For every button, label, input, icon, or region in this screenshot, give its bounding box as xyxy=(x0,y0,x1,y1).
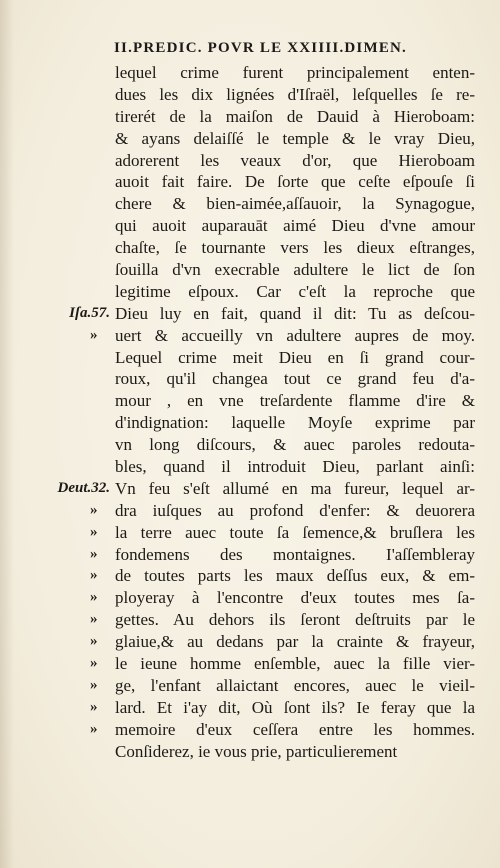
quotation-mark: » xyxy=(90,523,98,540)
text-line xyxy=(90,697,475,719)
line-text: dra iuſques au profond d'enfer: & deuorera xyxy=(115,500,475,520)
line-text: & ayans delaiſſé le temple & le vray Dieu, xyxy=(115,128,475,148)
line-text: chere & bien-aimée,aſſauoir, la Synagogue, xyxy=(115,194,475,214)
line-text: fondemens des montaignes. I'aſſembleray xyxy=(115,544,475,564)
text-line xyxy=(115,412,475,434)
text-line xyxy=(115,215,475,237)
quotation-mark: » xyxy=(90,720,98,737)
line-text: lard. Et i'ay dit, Où ſont ils? Ie feray que la xyxy=(115,697,475,717)
quotation-mark: » xyxy=(90,567,98,584)
text-line xyxy=(90,500,475,522)
line-text: gettes. Au dehors ils ſeront deſtruits par le xyxy=(115,610,475,630)
line-text: chaſte, ſe tournante vers les dieux eſtranges, xyxy=(115,238,475,258)
line-text: vn long diſcours, & auec paroles redouta- xyxy=(115,435,475,455)
line-text: ge, l'enfant allaictant encores, auec le vieil- xyxy=(115,675,475,695)
text-line xyxy=(115,237,475,259)
line-text: bles, quand il introduit Dieu, parlant ainſi: xyxy=(115,457,475,477)
line-text: tirerét de la maiſon de Dauid à Hieroboam: xyxy=(115,106,475,126)
text-line xyxy=(115,150,475,172)
text-line xyxy=(115,128,475,150)
quotation-mark: » xyxy=(90,545,98,562)
line-text: memoire d'eux ceſſera entre les hommes. xyxy=(115,719,475,739)
margin-reference: Deut.32. xyxy=(57,479,110,496)
text-line xyxy=(57,478,475,500)
text-line xyxy=(90,565,475,587)
text-line xyxy=(90,675,475,697)
text-line xyxy=(90,653,475,675)
line-text: lequel crime furent principalement enten- xyxy=(115,63,475,82)
text-line xyxy=(90,719,475,741)
line-text: de toutes parts les maux deſſus eux, & em- xyxy=(115,566,475,586)
line-text: mour , en vne treſardente flamme d'ire & xyxy=(115,391,475,411)
line-text: qui auoit auparauāt aimé Dieu d'vne amour xyxy=(115,216,475,236)
line-text: legitime eſpoux. Car c'eſt la reproche que xyxy=(115,281,475,301)
body-text xyxy=(57,62,475,763)
line-text: adorerent les veaux d'or, que Hieroboam xyxy=(115,150,475,170)
line-text: dues les dix lignées d'Iſraël, leſquelles ſe re- xyxy=(115,84,475,104)
text-line xyxy=(90,325,475,347)
text-line xyxy=(115,434,475,456)
text-line xyxy=(115,62,475,84)
line-text: roux, qu'il changea tout ce grand feu d'a- xyxy=(115,369,475,389)
quotation-mark: » xyxy=(90,676,98,693)
text-line xyxy=(115,281,475,303)
text-line xyxy=(115,347,475,369)
text-line xyxy=(115,106,475,128)
text-line xyxy=(90,631,475,653)
text-line xyxy=(90,609,475,631)
line-text: le ieune homme enſemble, auec la fille vier- xyxy=(115,654,475,674)
line-text: Lequel crime meit Dieu en ſi grand cour- xyxy=(115,347,475,367)
line-text: Dieu luy en fait, quand il dit: Tu as deſcou- xyxy=(115,303,475,323)
gutter-shadow xyxy=(0,0,14,868)
line-text: la terre auec toute ſa ſemence,& bruſlera les xyxy=(115,522,475,542)
text-line xyxy=(115,171,475,193)
line-text: auoit fait faire. De ſorte que ceſte eſpouſe ſi xyxy=(115,172,475,192)
quotation-mark: » xyxy=(90,698,98,715)
text-line xyxy=(115,84,475,106)
text-line xyxy=(115,259,475,281)
text-line xyxy=(90,544,475,566)
text-line xyxy=(115,193,475,215)
text-line xyxy=(115,741,475,763)
text-line xyxy=(69,303,475,325)
quotation-mark: » xyxy=(90,326,98,343)
text-line xyxy=(115,390,475,412)
quotation-mark: » xyxy=(90,611,98,628)
text-line xyxy=(115,456,475,478)
margin-reference: Iſa.57. xyxy=(69,304,110,321)
text-line xyxy=(90,587,475,609)
text-line xyxy=(90,522,475,544)
quotation-mark: » xyxy=(90,589,98,606)
line-text: d'indignation: laquelle Moyſe exprime par xyxy=(115,413,475,433)
quotation-mark: » xyxy=(90,501,98,518)
text-line xyxy=(115,368,475,390)
line-text: uert & accueilly vn adultere aupres de moy. xyxy=(115,325,475,345)
line-text: ployeray à l'encontre d'eux toutes mes ſa- xyxy=(115,588,475,608)
quotation-mark: » xyxy=(90,655,98,672)
line-text: ſouilla d'vn execrable adultere le lict de ſon xyxy=(115,260,475,280)
line-text: Conſiderez, ie vous prie, particulierement xyxy=(115,741,398,761)
line-text: glaiue,& au dedans par la crainte & frayeur, xyxy=(115,632,475,652)
line-text: Vn feu s'eſt allumé en ma fureur, lequel ar- xyxy=(115,478,475,498)
quotation-mark: » xyxy=(90,633,98,650)
running-head: II.PREDIC. POVR LE XXIIII.DIMEN. xyxy=(114,40,408,56)
